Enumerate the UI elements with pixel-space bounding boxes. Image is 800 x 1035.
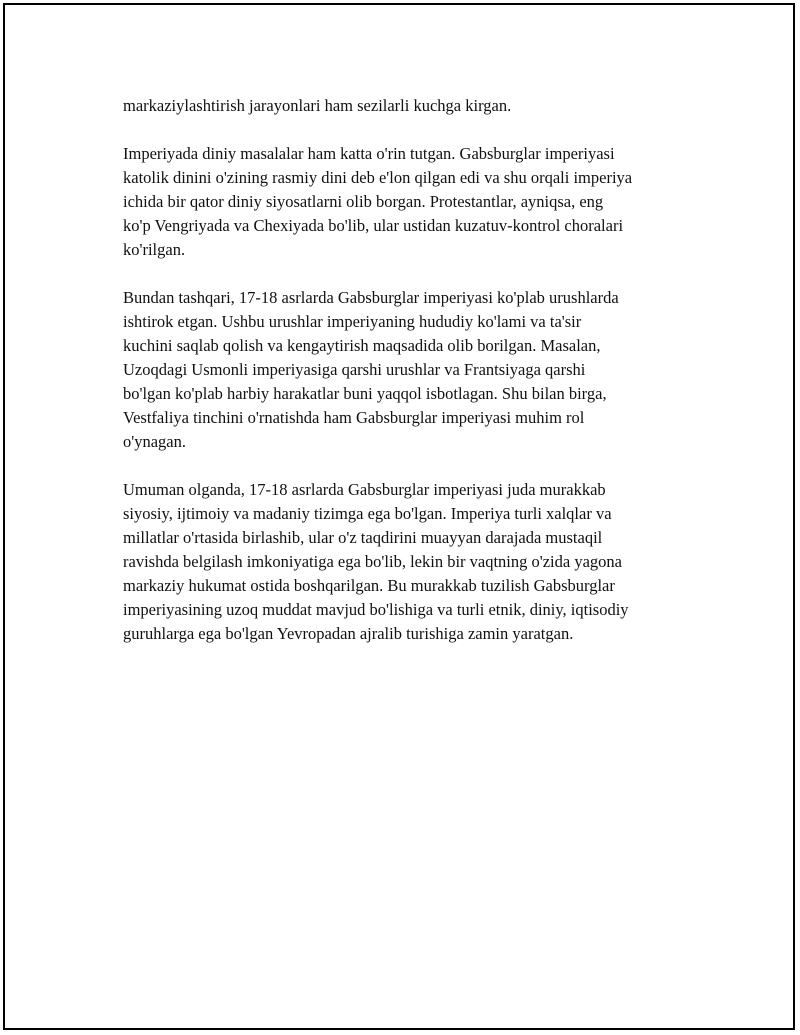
paragraph-2-line-1: Imperiyada diniy masalalar ham katta o'rin tutgan. Gabsburglar imperiyasi bbox=[123, 144, 615, 163]
page-body bbox=[123, 94, 683, 670]
paragraph-4-line-3: millatlar o'rtasida birlashib, ular o'z taqdirini muayyan darajada mustaqil bbox=[123, 528, 603, 547]
paragraph-3-line-7: o'ynagan. bbox=[123, 432, 186, 451]
paragraph-3-line-4: Uzoqdagi Usmonli imperiyasiga qarshi urushlar va Frantsiyaga qarshi bbox=[123, 360, 586, 379]
paragraph-4-line-1: Umuman olganda, 17-18 asrlarda Gabsburglar imperiyasi juda murakkab bbox=[123, 480, 606, 499]
page-frame bbox=[3, 3, 795, 1030]
paragraph-4-line-5: markaziy hukumat ostida boshqarilgan. Bu murakkab tuzilish Gabsburglar bbox=[123, 576, 615, 595]
paragraph-3-line-6: Vestfaliya tinchini o'rnatishda ham Gabsburglar imperiyasi muhim rol bbox=[123, 408, 585, 427]
paragraph-1-line-1: markaziylashtirish jarayonlari ham sezilarli kuchga kirgan. bbox=[123, 96, 512, 115]
paragraph-2-line-5: ko'rilgan. bbox=[123, 240, 186, 259]
paragraph-2-line-4: ko'p Vengriyada va Chexiyada bo'lib, ular ustidan kuzatuv-kontrol choralari bbox=[123, 216, 624, 235]
paragraph-2-line-2: katolik dinini o'zining rasmiy dini deb e'lon qilgan edi va shu orqali imperiya bbox=[123, 168, 633, 187]
paragraph-1 bbox=[123, 94, 683, 118]
paragraph-3-line-3: kuchini saqlab qolish va kengaytirish maqsadida olib borilgan. Masalan, bbox=[123, 336, 601, 355]
paragraph-4-line-6: imperiyasining uzoq muddat mavjud bo'lishiga va turli etnik, diniy, iqtisodiy bbox=[123, 600, 629, 619]
paragraph-4 bbox=[123, 478, 683, 646]
paragraph-4-line-7: guruhlarga ega bo'lgan Yevropadan ajralib turishiga zamin yaratgan. bbox=[123, 624, 574, 643]
paragraph-2 bbox=[123, 142, 683, 262]
paragraph-2-line-3: ichida bir qator diniy siyosatlarni olib borgan. Protestantlar, ayniqsa, eng bbox=[123, 192, 604, 211]
paragraph-3-line-2: ishtirok etgan. Ushbu urushlar imperiyaning hududiy ko'lami va ta'sir bbox=[123, 312, 582, 331]
paragraph-4-line-2: siyosiy, ijtimoiy va madaniy tizimga ega bo'lgan. Imperiya turli xalqlar va bbox=[123, 504, 612, 523]
paragraph-4-line-4: ravishda belgilash imkoniyatiga ega bo'lib, lekin bir vaqtning o'zida yagona bbox=[123, 552, 622, 571]
paragraph-3 bbox=[123, 286, 683, 454]
paragraph-3-line-5: bo'lgan ko'plab harbiy harakatlar buni yaqqol isbotlagan. Shu bilan birga, bbox=[123, 384, 607, 403]
paragraph-3-line-1: Bundan tashqari, 17-18 asrlarda Gabsburglar imperiyasi ko'plab urushlarda bbox=[123, 288, 619, 307]
